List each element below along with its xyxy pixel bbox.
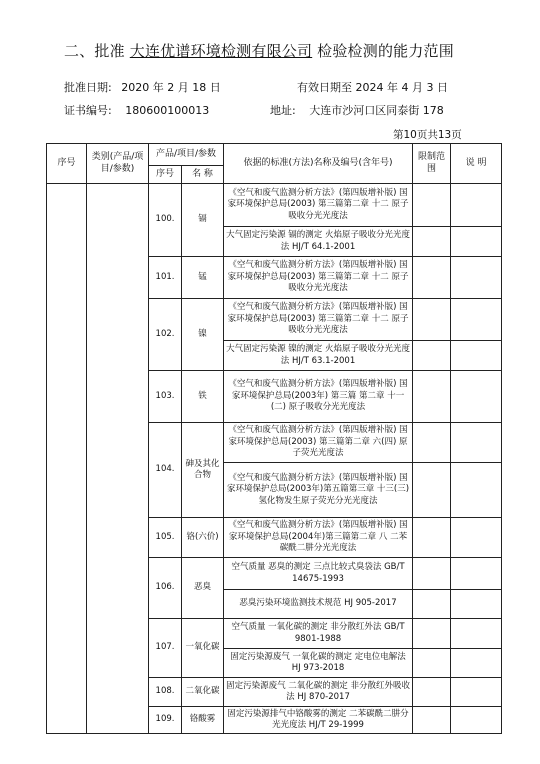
- limit-cell: [413, 619, 451, 649]
- row-standard: 恶臭污染环境监测技术规范 HJ 905-2017: [224, 590, 413, 619]
- header-standard: 依据的标准(方法)名称及编号(含年号): [224, 144, 413, 184]
- row-no: 108.: [149, 678, 182, 707]
- row-name: 恶臭: [182, 558, 224, 619]
- row-name: 一氧化碳: [182, 619, 224, 678]
- limit-cell: [413, 341, 451, 371]
- row-name: 二氧化碳: [182, 678, 224, 707]
- limit-cell: [413, 227, 451, 257]
- note-cell: [451, 423, 502, 463]
- page-title: [64, 40, 454, 61]
- row-standard: 固定污染源排气中铬酸雾的测定 二苯碳酰二肼分光光度法 HJ/T 29-1999: [224, 707, 413, 734]
- address-value: 大连市沙河口区同泰街 178: [309, 104, 444, 117]
- note-cell: [451, 184, 502, 227]
- approval-date-label: 批准日期:: [64, 81, 112, 94]
- title-suffix: 检验检测的能力范围: [317, 42, 454, 60]
- capability-table: [46, 143, 502, 734]
- row-name: 砷及其化合物: [182, 423, 224, 518]
- row-standard: 《空气和废气监测分析方法》(第四版增补版) 国家环境保护总局(2003年) 第三篇 第二章 十一(二) 原子吸收分光光度法: [224, 371, 413, 423]
- limit-cell: [413, 590, 451, 619]
- page-number: 第10页共13页: [393, 129, 462, 141]
- limit-cell: [413, 518, 451, 558]
- row-standard: 《空气和废气监测分析方法》(第四版增补版) 国家环境保护总局(2003年)第五篇第三章 十三(三) 氢化物发生原子荧光分光光度法: [224, 463, 413, 518]
- limit-cell: [413, 558, 451, 590]
- cert-number: [64, 102, 209, 118]
- row-standard: 《空气和废气监测分析方法》(第四版增补版) 国家环境保护总局(2003) 第三篇第二章 十二 原子吸收分光光度法: [224, 299, 413, 341]
- valid-until-label: 有效日期至: [297, 81, 352, 94]
- limit-cell: [413, 678, 451, 707]
- address: [270, 102, 444, 118]
- valid-until-value: 2024 年 4 月 3 日: [355, 81, 448, 94]
- row-name: 锰: [182, 257, 224, 299]
- row-no: 109.: [149, 707, 182, 734]
- row-standard: 《空气和废气监测分析方法》(第四版增补版) 国家环境保护总局(2003) 第三篇第二章 六(四) 原子荧光光度法: [224, 423, 413, 463]
- row-name: 镉: [182, 184, 224, 257]
- row-name: 镍: [182, 299, 224, 371]
- row-no: 102.: [149, 299, 182, 371]
- category-cell: [87, 184, 149, 734]
- row-standard: 《空气和废气监测分析方法》(第四版增补版) 国家环境保护总局(2003) 第三篇第二章 十二 原子吸收分光光度法: [224, 184, 413, 227]
- note-cell: [451, 371, 502, 423]
- limit-cell: [413, 707, 451, 734]
- note-cell: [451, 707, 502, 734]
- table-row: [47, 184, 502, 227]
- row-standard: 《空气和废气监测分析方法》(第四版增补版) 国家环境保护总局(2003) 第三篇第二章 十二 原子吸收分光光度法: [224, 257, 413, 299]
- limit-cell: [413, 649, 451, 678]
- limit-cell: [413, 184, 451, 227]
- limit-cell: [413, 299, 451, 341]
- note-cell: [451, 649, 502, 678]
- note-cell: [451, 257, 502, 299]
- header-category: 类别(产品/项目/参数): [87, 144, 149, 184]
- row-no: 104.: [149, 423, 182, 518]
- header-limit: 限制范围: [413, 144, 451, 184]
- limit-cell: [413, 371, 451, 423]
- note-cell: [451, 463, 502, 518]
- row-no: 100.: [149, 184, 182, 257]
- row-standard: 《空气和废气监测分析方法》(第四版增补版) 国家环境保护总局(2004年)第三篇第二章 八 二苯碳酰二肼分光光度法: [224, 518, 413, 558]
- limit-cell: [413, 463, 451, 518]
- row-name: 铬(六价): [182, 518, 224, 558]
- header-note: 说 明: [451, 144, 502, 184]
- header-no: 序号: [149, 166, 182, 184]
- note-cell: [451, 341, 502, 371]
- note-cell: [451, 678, 502, 707]
- lab-name: 大连优谱环境检测有限公司: [129, 42, 313, 60]
- row-standard: 大气固定污染源 镍的测定 火焰原子吸收分光光度法 HJ/T 63.1-2001: [224, 341, 413, 371]
- approval-date-value: 2020 年 2 月 18 日: [121, 81, 221, 94]
- row-standard: 固定污染源废气 二氧化碳的测定 非分散红外吸收法 HJ 870-2017: [224, 678, 413, 707]
- note-cell: [451, 227, 502, 257]
- table-header-row: [47, 144, 502, 166]
- row-no: 105.: [149, 518, 182, 558]
- note-cell: [451, 619, 502, 649]
- approval-date: [64, 79, 221, 95]
- note-cell: [451, 590, 502, 619]
- row-standard: 固定污染源废气 一氧化碳的测定 定电位电解法 HJ 973-2018: [224, 649, 413, 678]
- row-standard: 空气质量 一氧化碳的测定 非分散红外法 GB/T 9801-1988: [224, 619, 413, 649]
- row-no: 103.: [149, 371, 182, 423]
- row-no: 101.: [149, 257, 182, 299]
- row-name: 铬酸雾: [182, 707, 224, 734]
- header-seq: 序号: [47, 144, 87, 184]
- header-name: 名 称: [182, 166, 224, 184]
- limit-cell: [413, 423, 451, 463]
- valid-until: [297, 79, 448, 95]
- title-prefix: 二、批准: [64, 42, 125, 60]
- row-no: 106.: [149, 558, 182, 619]
- limit-cell: [413, 257, 451, 299]
- row-standard: 空气质量 恶臭的测定 三点比较式臭袋法 GB/T 14675-1993: [224, 558, 413, 590]
- note-cell: [451, 558, 502, 590]
- row-name: 铁: [182, 371, 224, 423]
- cert-label: 证书编号:: [64, 104, 112, 117]
- address-label: 地址:: [270, 104, 296, 117]
- note-cell: [451, 299, 502, 341]
- row-standard: 大气固定污染源 镉的测定 火焰原子吸收分光光度法 HJ/T 64.1-2001: [224, 227, 413, 257]
- seq-cell: [47, 184, 87, 734]
- header-product: 产品/项目/参数: [149, 144, 224, 166]
- row-no: 107.: [149, 619, 182, 678]
- cert-value: 180600100013: [125, 104, 210, 117]
- note-cell: [451, 518, 502, 558]
